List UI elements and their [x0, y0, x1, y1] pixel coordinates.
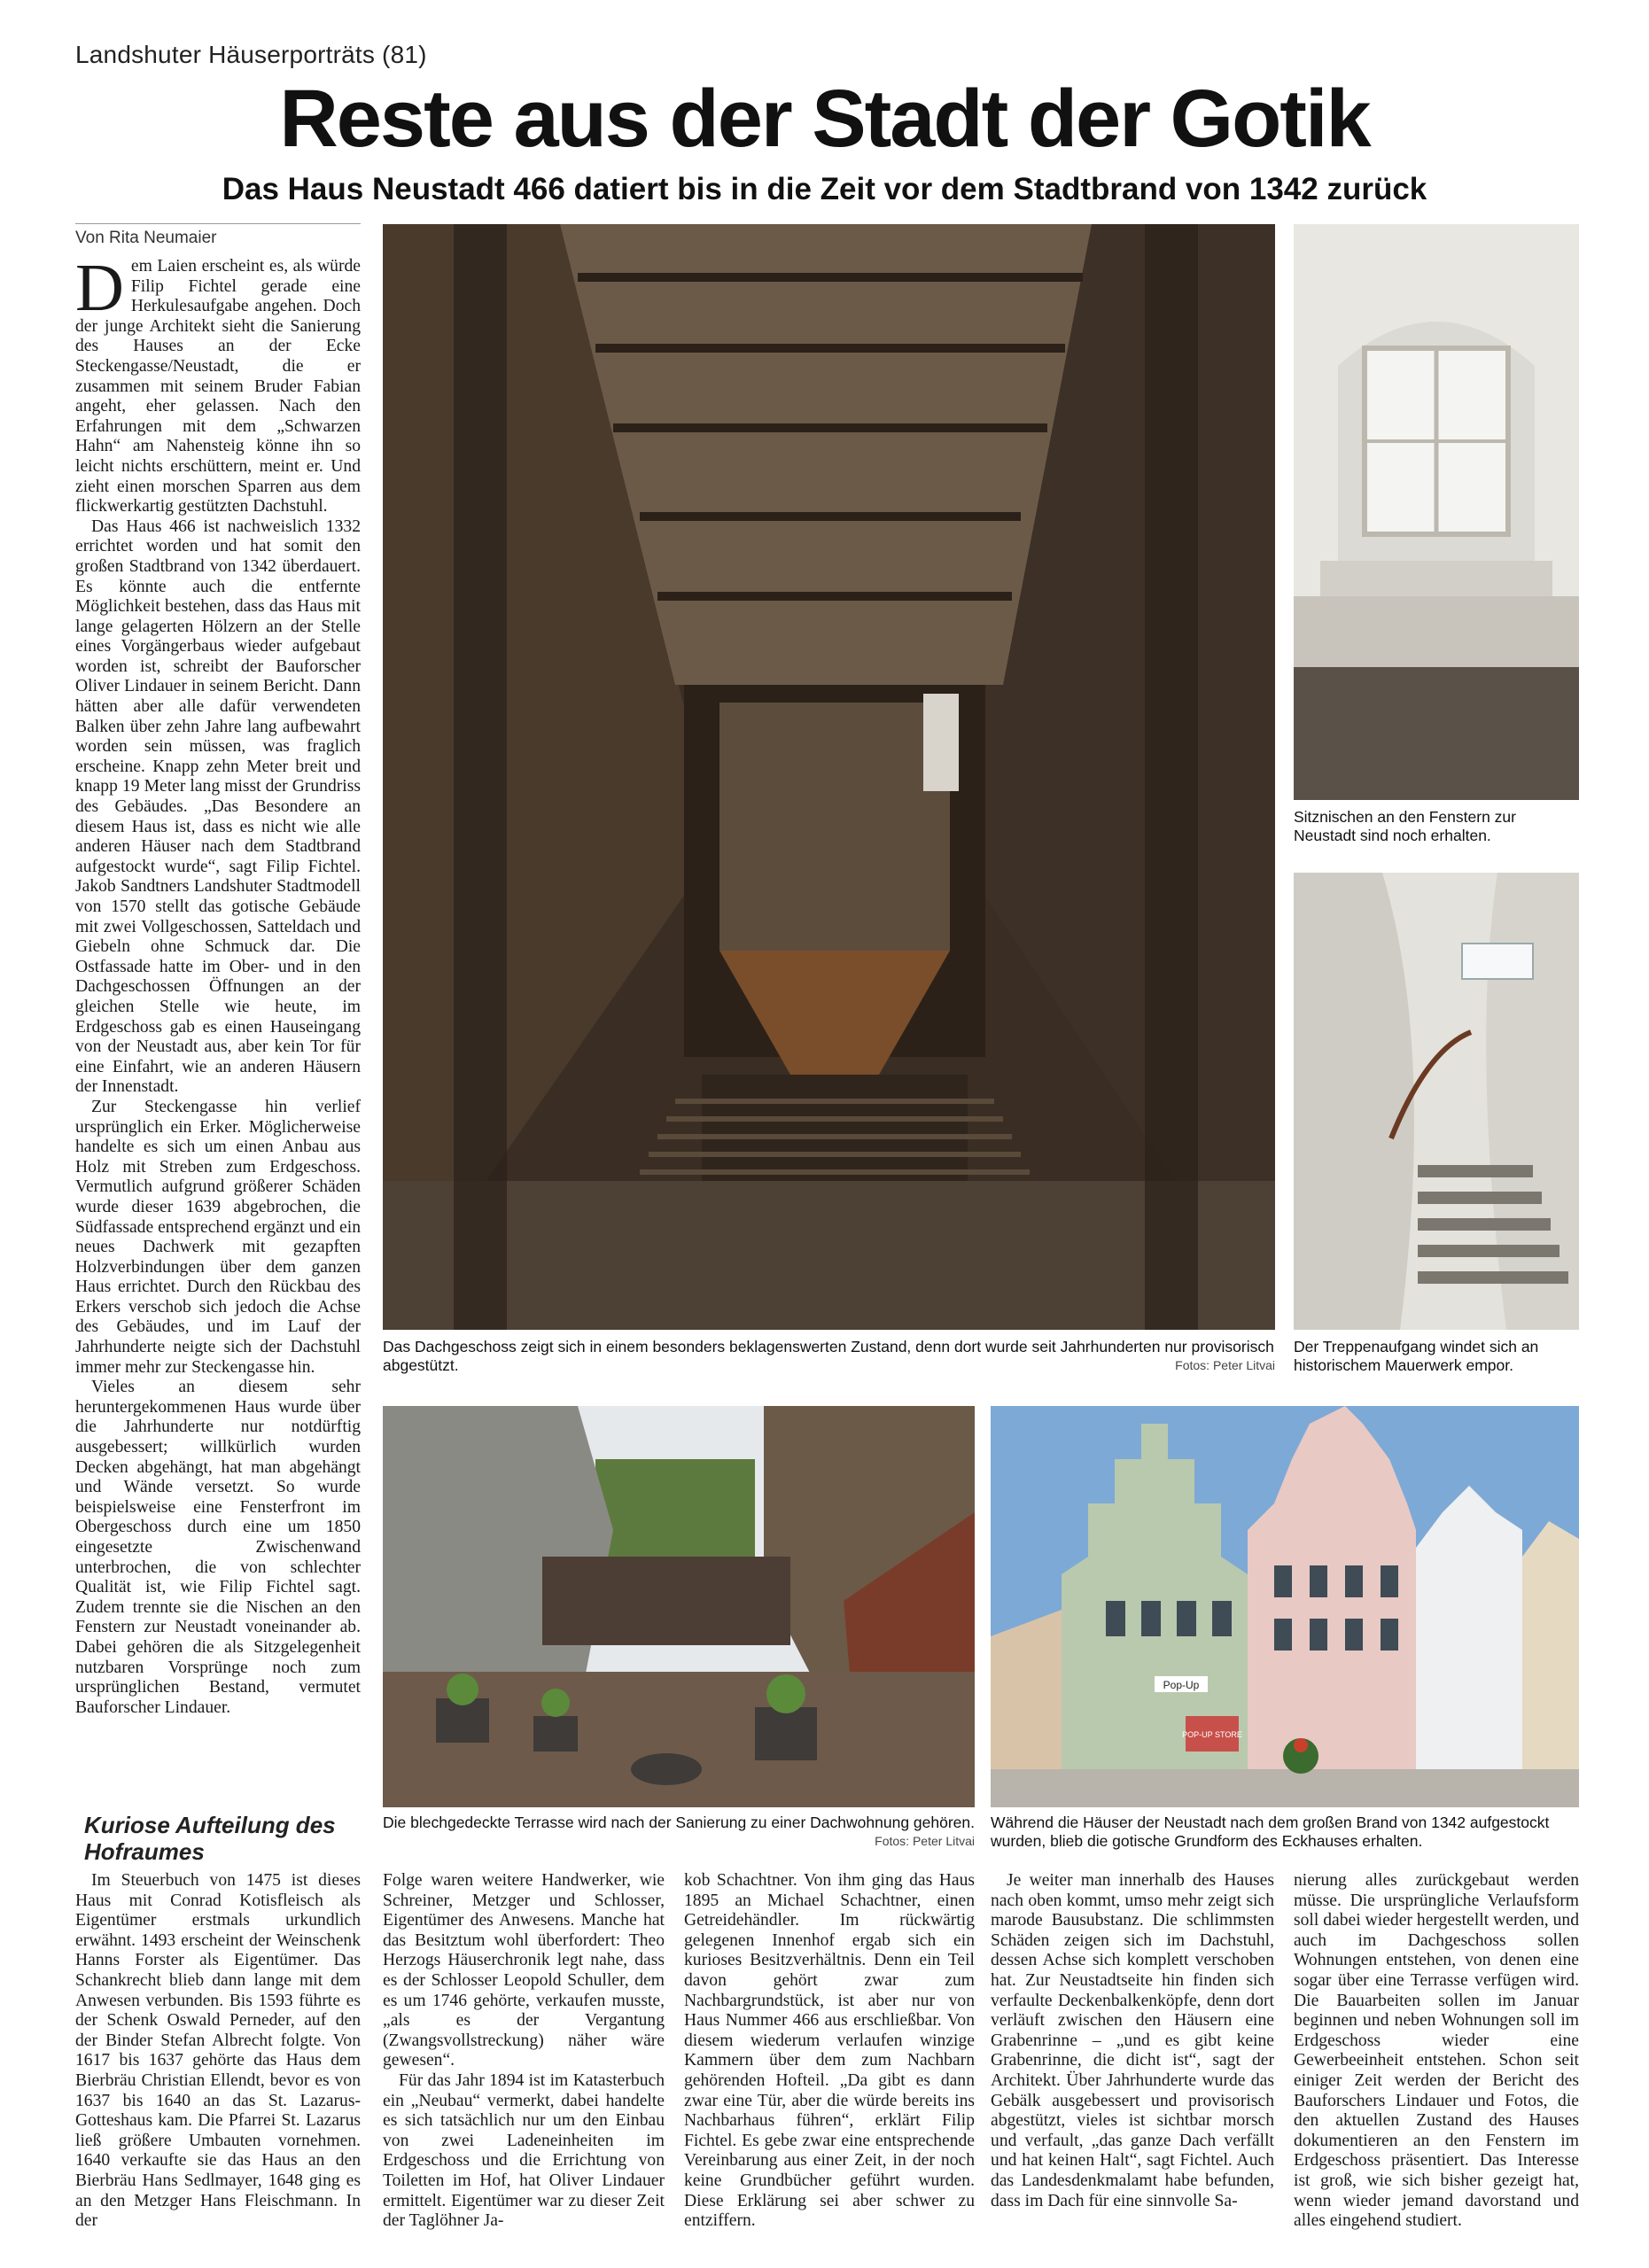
- photo-attic: [383, 224, 1275, 1330]
- photo-credit: Fotos: Peter Litvai: [875, 1834, 975, 1848]
- caption-attic: Das Dachgeschoss zeigt sich in einem besonders beklagenswerten Zustand, denn dort wurde seit Jahrhunderten nur provisorisch abgestützt. Fotos: Peter Litvai: [383, 1338, 1275, 1374]
- article-paragraph: kob Schachtner. Von ihm ging das Haus 1895 an Michael Schachtner, einen Getreidehändler. Im rückwärtig gelegenen Innenhof ergab sich ein kurioses Besitzverhältnis. Denn ein Teil davon gehört zwar zum Nachbargrundstück, ist aber nur von Haus Nummer 466 aus erschließbar. Von diesem wiederum verlaufen winzige Kammern über dem zum Nachbarn gehörenden Hofteil. „Da gibt es dann zwar eine Tür, aber die würde bereits ins Nachbarhaus führen“, erklärt Filip Fichtel. Es gebe zwar eine entsprechende Vereinbarung aus einer Zeit, in der noch keine Grundbücher geführt wurden. Diese Erklärung sei aber schwer zu entziffern.: [684, 1871, 975, 2231]
- subheadline: Das Haus Neustadt 466 datiert bis in die Zeit vor dem Stadtbrand von 1342 zurück: [222, 172, 1427, 206]
- article-paragraph: Zur Steckengasse hin verlief ursprünglich ein Erker. Möglicherweise handelte es sich um einen Anbau aus Holz mit Streben zum Erdgeschoss. Vermutlich aufgrund größerer Schäden wurde dieser 1639 abgebrochen, die Südfassade entsprechend ergänzt und ein neues Dachwerk mit gezapften Holzverbindungen über dem ganzen Haus errichtet. Durch den Rückbau des Erkers verschob sich jedoch die Achse des Gebäudes, und im Lauf der Jahrhunderte neigte sich der Dachstuhl immer mehr zur Steckengasse hin.: [75, 1097, 361, 1377]
- byline-rule: [75, 223, 361, 224]
- article-paragraph: Je weiter man innerhalb des Hauses nach oben kommt, umso mehr zeigt sich marode Bausubstanz. Die schlimmsten Schäden zeigen sich im Dachstuhl, dessen Achse sich komplett verschoben hat. Zur Neustadtseite hin finden sich verfaulte Deckenbalkenköpfe, denn dort verläuft zwischen den Häusern eine Grabenrinne – „und es gibt keine Grabenrinne, die dicht ist“, sagt der Architekt. Über Jahrhunderte wurde das Gebälk ausgebessert und provisorisch abgestützt, vieles ist sichtbar morsch und verfault, „das ganze Dach verfällt und hat keinen Halt“, sagt Fichtel. Auch das Landesdenkmalamt habe befunden, dass im Dach für eine sinnvolle Sa-: [991, 1871, 1274, 2210]
- article-column-5: [1294, 1871, 1579, 2232]
- article-paragraph: nierung alles zurückgebaut werden müsse. Die ursprüngliche Verlaufsform soll dabei wieder hergestellt werden, und auch im Dachgeschoss sollen Wohnungen entstehen, von denen eine sogar über eine Terrasse verfügen wird. Die Bauarbeiten sollen im Januar beginnen und neben Wohnungen soll im Erdgeschoss wieder eine Gewerbeeinheit entstehen. Schon seit einiger Zeit werden der Bericht des Bauforschers Lindauer und Fotos, die den aktuellen Zustand des Hauses dokumentieren an den Fenstern im Erdgeschoss präsentiert. Das Interesse ist groß, wie sich bisher gezeigt hat, wenn wieder jemand davorstand und alles eingehend studiert.: [1294, 1871, 1579, 2231]
- photo-window: [1294, 224, 1579, 800]
- photo-terrace: [383, 1406, 975, 1807]
- street-illustration: [991, 1406, 1579, 1807]
- headline: Reste aus der Stadt der Gotik: [279, 74, 1370, 164]
- article-column-4: [991, 1871, 1274, 2211]
- article-paragraph: Folge waren weitere Handwerker, wie Schreiner, Metzger und Schlosser, Eigentümer des Anwesens. Manche hat das Besitztum wohl überfordert: Theo Herzogs Häuserchronik legt nahe, dass es der Schlosser Leopold Schuller, dem es um 1746 gehörte, verkaufen musste, „als es der Vergantung (Zwangsvollstreckung) näher wäre gewesen“.: [383, 1871, 665, 2070]
- window-niche-illustration: [1294, 224, 1579, 800]
- dropcap: D: [75, 251, 124, 325]
- article-column-3: [684, 1871, 975, 2232]
- shop-sign: Pop-Up: [1163, 1679, 1200, 1691]
- caption-stairs: Der Treppenaufgang windet sich an historischem Mauerwerk empor.: [1294, 1338, 1539, 1374]
- byline: Von Rita Neumaier: [75, 229, 217, 247]
- article-paragraph: Für das Jahr 1894 ist im Katasterbuch ein „Neubau“ vermerkt, dabei handelte es sich tatsächlich nur um den Einbau von zwei Ladeneinheiten im Erdgeschoss und die Errichtung von Toiletten im Hof, hat Oliver Lindauer ermittelt. Eigentümer war zu dieser Zeit der Taglöhner Ja-: [383, 2070, 665, 2231]
- photo-credit: Fotos: Peter Litvai: [1175, 1358, 1275, 1372]
- popup-store-sign: POP-UP STORE: [1182, 1730, 1242, 1739]
- terrace-illustration: [383, 1406, 975, 1807]
- article-paragraph: Vieles an diesem sehr heruntergekommenen Haus wurde über die Jahrhunderte nur notdürftig ausgebessert; willkürlich wurden Decken abgehängt, hat man abgehängt und Wände versetzt. So wurde beispielsweise eine Fensterfront im Obergeschoss durch eine um 1850 eingesetzte Zwischenwand unterbrochen, die von schlechter Qualität ist, wie Filip Fichtel sagt. Zudem trennte sie die Nischen an den Fenstern zur Neustadt voneinander ab. Dabei gehören die als Sitzgelegenheit nutzbaren Vorsprünge noch zum ursprünglichen Bestand, vermutet Bauforscher Lindauer.: [75, 1378, 361, 1717]
- article-column-2: [383, 1871, 665, 2232]
- kicker: Landshuter Häuserporträts (81): [75, 41, 427, 68]
- photo-street: [991, 1406, 1579, 1807]
- article-paragraph: Dem Laien erscheint es, als würde Filip Fichtel gerade eine Herkulesaufgabe angehen. Doch der junge Architekt sieht die Sanierung des Hauses an der Ecke Steckengasse/Neustadt, die er zusammen mit seinem Bruder Fabian angeht, eher gelassen. Nach den Erfahrungen mit dem „Schwarzen Hahn“ am Nahensteig könne ihn so leicht nichts erschüttern, meint er. Und zieht einen morschen Sparren aus dem flickwerkartig gestützten Dachstuhl.: [75, 251, 361, 517]
- section-subhead: Kuriose Aufteilung des Hofraumes: [84, 1812, 336, 1865]
- photo-stairs: [1294, 873, 1579, 1330]
- caption-terrace: Die blechgedeckte Terrasse wird nach der Sanierung zu einer Dachwohnung gehören. Fotos: Peter Litvai: [383, 1814, 975, 1851]
- article-column-1b: [75, 1871, 361, 2232]
- caption-window: Sitznischen an den Fenstern zur Neustadt sind noch erhalten.: [1294, 808, 1516, 844]
- stairs-illustration: [1294, 873, 1579, 1330]
- caption-street: Während die Häuser der Neustadt nach dem großen Brand von 1342 aufgestockt wurden, blieb die gotische Grundform des Eckhauses erhalten.: [991, 1814, 1550, 1850]
- article-column-1: [75, 251, 361, 1718]
- article-paragraph: Im Steuerbuch von 1475 ist dieses Haus mit Conrad Kotisfleisch als Eigentümer erstmals urkundlich erwähnt. 1493 erscheint der Weinschenk Hanns Forster als Eigentümer. Das Schankrecht blieb dann lange mit dem Anwesen verbunden. Bis 1593 führte es der Schenk Oswald Perneder, auf den der Binder Stefan Albrecht folgte. Von 1617 bis 1637 gehörte das Haus dem Bierbräu Christian Ellendt, bevor es von 1637 bis 1640 an das St. Lazarus-Gotteshaus kam. Die Pfarrei St. Lazarus ließ größere Umbauten vornehmen. 1640 verkaufte sie das Haus an den Bierbräu Hans Sedlmayer, 1648 ging es an den Metzger Hans Fleischmann. In der: [75, 1871, 361, 2231]
- attic-illustration: [383, 224, 1275, 1330]
- article-paragraph: Das Haus 466 ist nachweislich 1332 errichtet worden und hat somit den großen Stadtbrand von 1342 überdauert. Es könnte auch die entfernte Möglichkeit bestehen, dass das Haus mit lange gelagerten Hölzern an der Stelle eines Vorgängerbaus wieder aufgebaut worden ist, schreibt der Bauforscher Oliver Lindauer in seinem Bericht. Dann hätten aber alle dafür verwendeten Balken über zehn Jahre lang aufbewahrt worden sein müssen, was fraglich erscheine. Knapp zehn Meter breit und knapp 19 Meter lang misst der Grundriss des Gebäudes. „Das Besondere an diesem Haus ist, dass es nicht wie alle anderen Häuser nach dem Stadtbrand aufgestockt wurde“, sagt Filip Fichtel. Jakob Sandtners Landshuter Stadtmodell von 1570 stellt das gotische Gebäude mit zwei Vollgeschossen, Satteldach und Giebeln ohne Schmuck dar. Die Ostfassade hatte im Ober- und in den Dachgeschossen Öffnungen an der gleichen Stelle wie heute, im Erdgeschoss gab es einen Hauseingang von der Neustadt aus, aber kein Tor für eine Einfahrt, wie an anderen Häusern der Innenstadt.: [75, 517, 361, 1097]
